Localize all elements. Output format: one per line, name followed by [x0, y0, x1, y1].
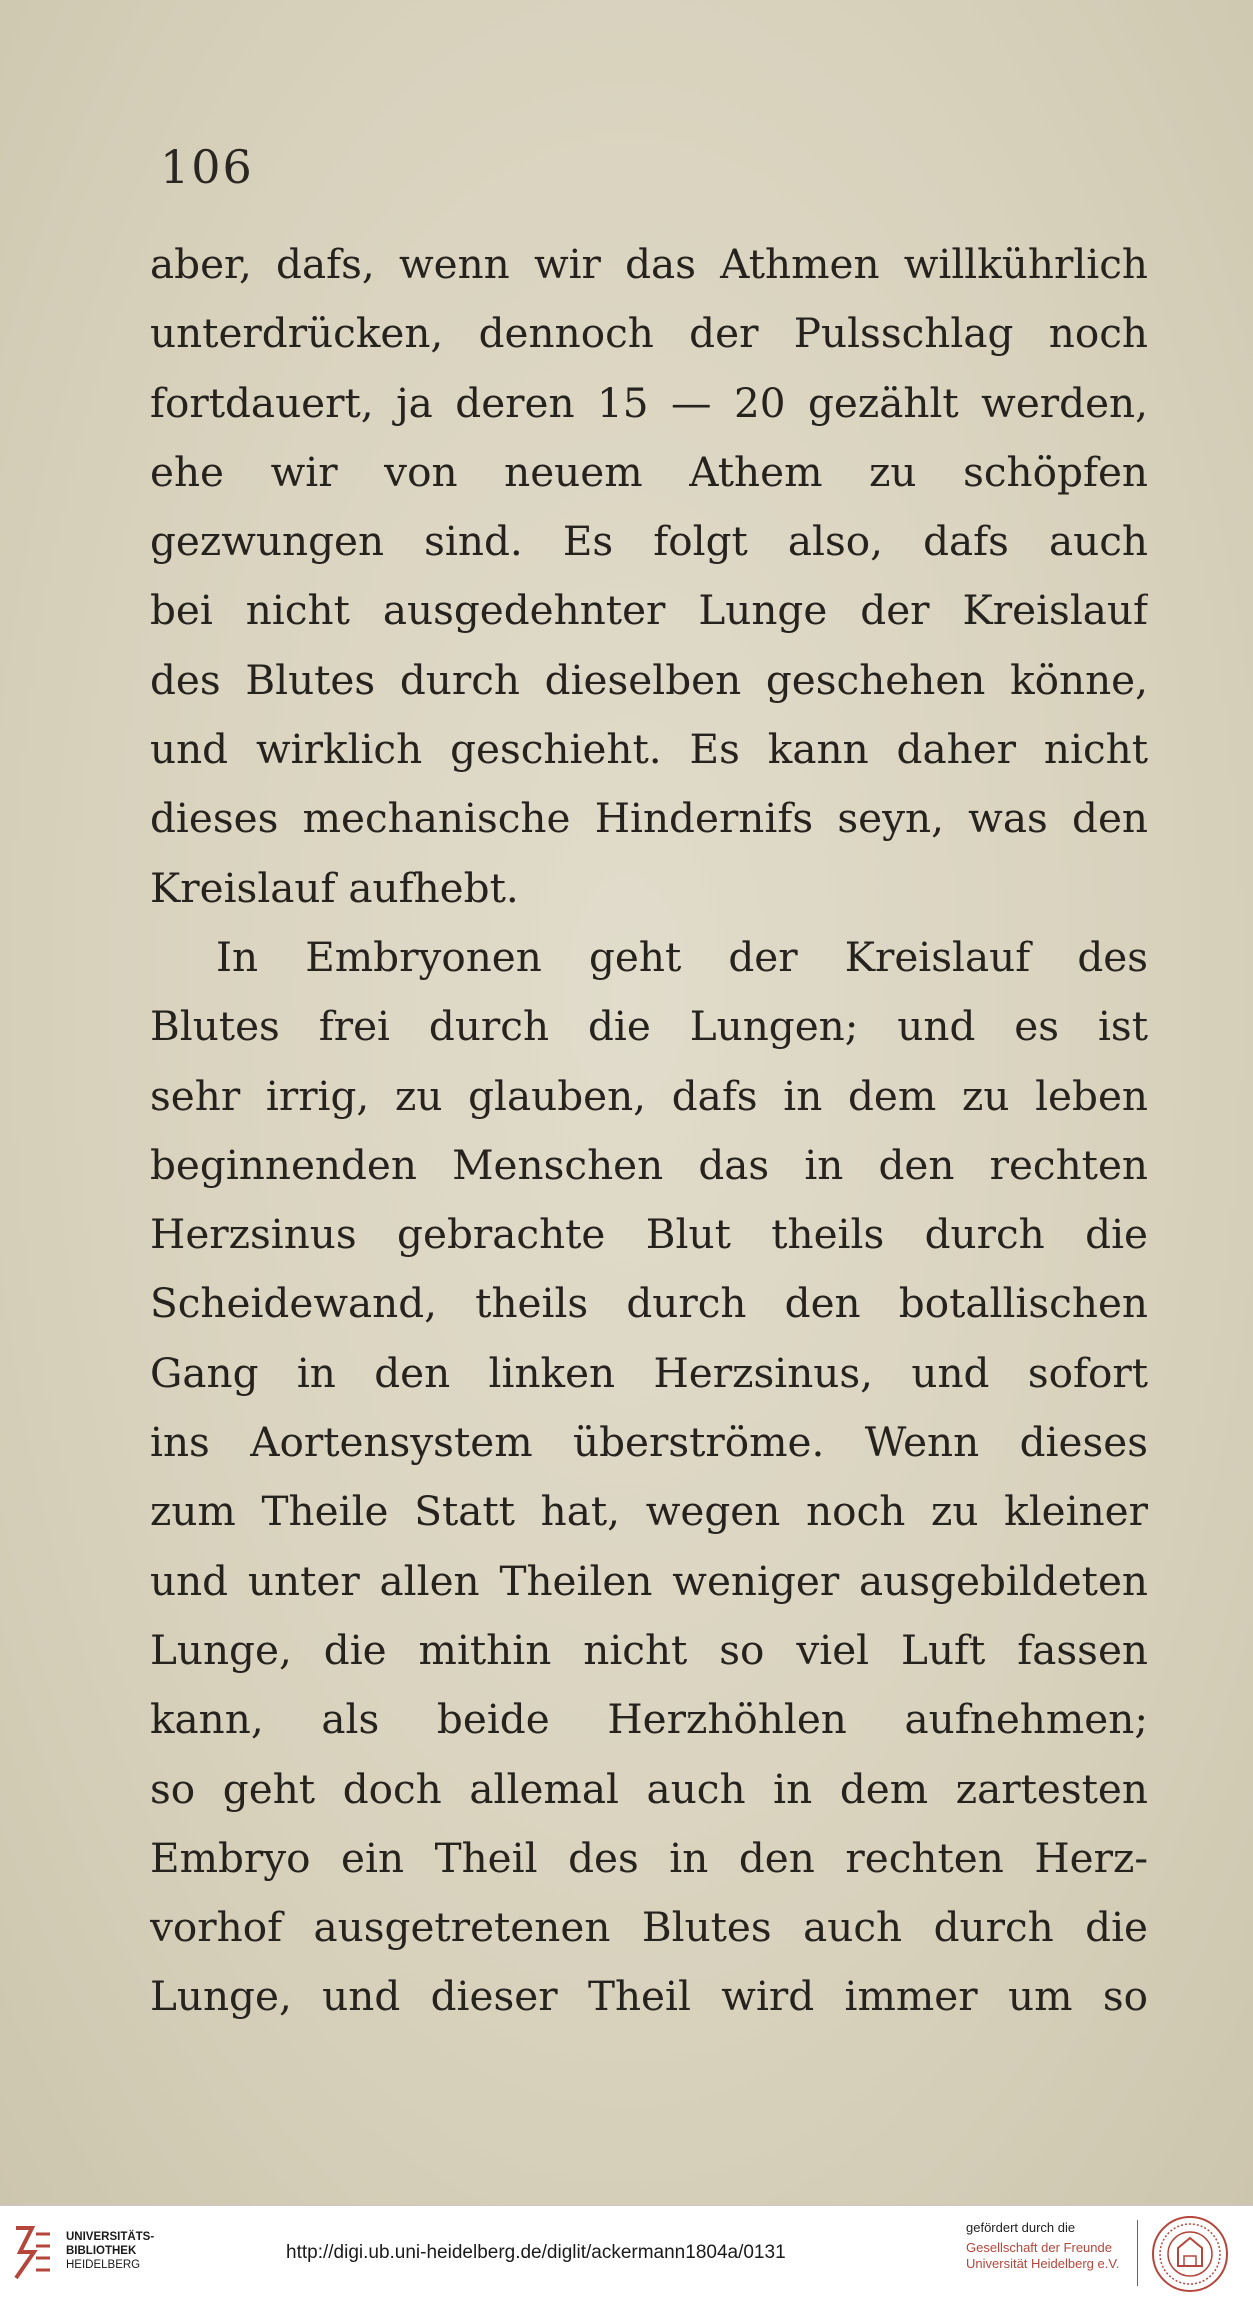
footer-divider: [1137, 2220, 1138, 2286]
text-line: sehr irrig, zu glauben, dafs in dem zu leben: [150, 1071, 1148, 1120]
text-line: beginnenden Menschen das in den rechten: [150, 1140, 1148, 1189]
text-line: Scheidewand, theils durch den botallischen: [150, 1279, 1148, 1328]
sponsor-label: gefördert durch die: [966, 2220, 1076, 2235]
text-line: fortdauert, ja deren 15 — 20 gezählt werden,: [150, 378, 1148, 427]
text-line: und wirklich geschieht. Es kann daher nicht: [150, 725, 1148, 774]
text-line: Embryo ein Theil des in den rechten Herz-: [150, 1833, 1148, 1882]
text-line: gezwungen sind. Es folgt also, dafs auch: [150, 517, 1148, 566]
text-line: des Blutes durch dieselben geschehen könne,: [150, 655, 1148, 704]
text-line: Lunge, und dieser Theil wird immer um so: [150, 1972, 1148, 2021]
page-number: 106: [160, 140, 254, 194]
text-line: aber, dafs, wenn wir das Athmen willkührlich: [150, 240, 1148, 288]
viewer-footer: [0, 2205, 1253, 2297]
text-line: ehe wir von neuem Athem zu schöpfen: [150, 447, 1148, 496]
library-name-line3: HEIDELBERG: [66, 2259, 141, 2271]
university-seal-icon: [1150, 2214, 1230, 2294]
text-line: Lunge, die mithin nicht so viel Luft fassen: [150, 1625, 1148, 1674]
text-line: Herzsinus gebrachte Blut theils durch die: [150, 1210, 1148, 1259]
library-name-line1: UNIVERSITÄTS-: [66, 2231, 155, 2243]
body-text: [150, 230, 1148, 2032]
text-line: bei nicht ausgedehnter Lunge der Kreislauf: [150, 586, 1148, 635]
paragraph-end-line: Kreislauf aufhebt.: [150, 863, 519, 912]
text-line: Blutes frei durch die Lungen; und es ist: [150, 1002, 1148, 1051]
text-line: vorhof ausgetretenen Blutes auch durch die: [150, 1903, 1148, 1952]
text-line: ins Aortensystem überströme. Wenn dieses: [150, 1418, 1148, 1467]
text-line: dieses mechanische Hindernifs seyn, was den: [150, 794, 1148, 843]
text-line: Gang in den linken Herzsinus, und sofort: [150, 1348, 1148, 1397]
sponsor-org-line1: Gesellschaft der Freunde: [966, 2240, 1112, 2255]
text-line: kann, als beide Herzhöhlen aufnehmen;: [150, 1695, 1148, 1744]
paragraph-start-line: In Embryonen geht der Kreislauf des: [216, 932, 1148, 981]
sponsor-credit: [966, 2220, 1126, 2272]
text-line: so geht doch allemal auch in dem zartesten: [150, 1764, 1148, 1813]
library-logo-icon: [12, 2224, 54, 2282]
text-line: unterdrücken, dennoch der Pulsschlag noch: [150, 309, 1148, 358]
sponsor-org-line2: Universität Heidelberg e.V.: [966, 2256, 1120, 2271]
library-name-line2: BIBLIOTHEK: [66, 2245, 137, 2257]
text-line: zum Theile Statt hat, wegen noch zu kleiner: [150, 1487, 1148, 1536]
library-name: [66, 2230, 154, 2272]
permalink-url[interactable]: http://digi.ub.uni-heidelberg.de/diglit/ackermann1804a/0131: [286, 2242, 786, 2263]
text-line: und unter allen Theilen weniger ausgebildeten: [150, 1556, 1148, 1605]
